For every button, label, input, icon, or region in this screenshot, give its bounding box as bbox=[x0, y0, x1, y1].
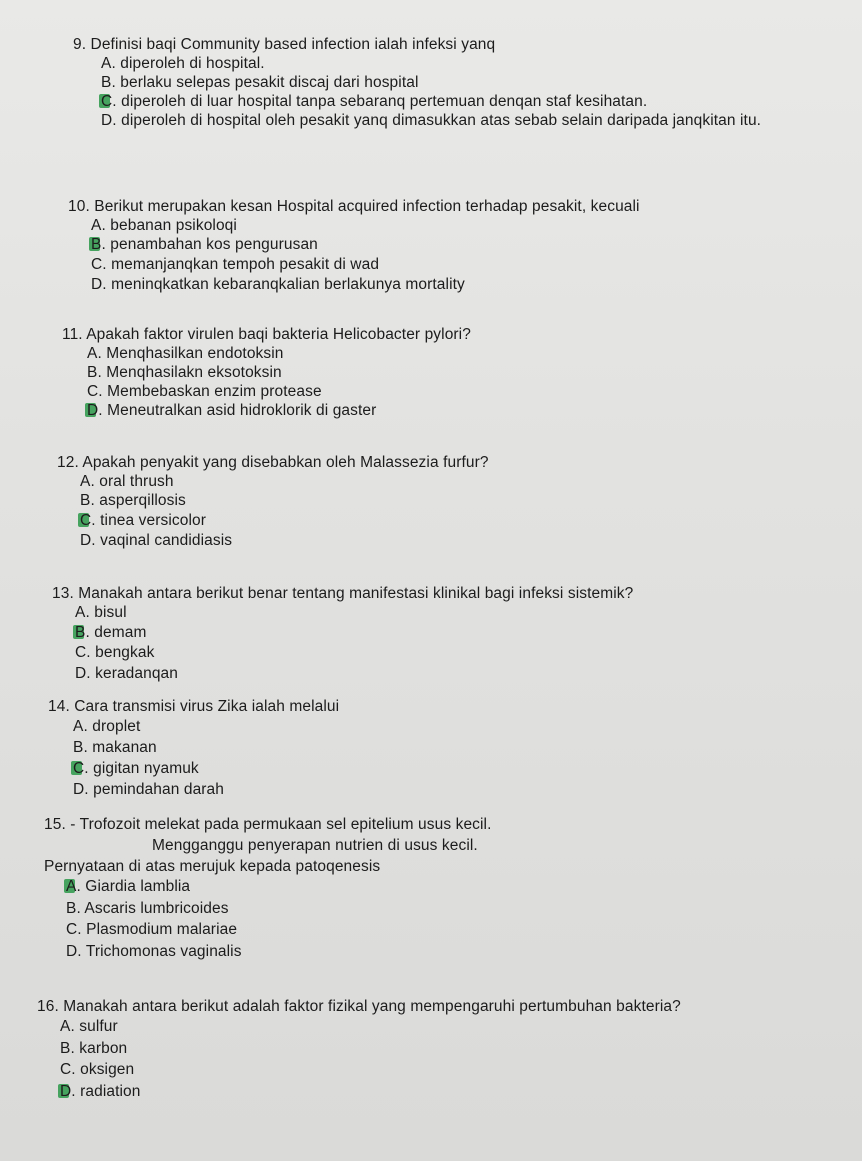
question-15-option-b bbox=[66, 900, 229, 918]
question-16-option-c bbox=[60, 1061, 134, 1079]
option-text: bebanan psikoloqi bbox=[110, 217, 237, 234]
option-text: diperoleh di hospital. bbox=[120, 55, 265, 72]
option-text: pemindahan darah bbox=[93, 781, 224, 798]
option-letter: D. bbox=[101, 112, 117, 129]
option-text: Trichomonas vaginalis bbox=[85, 943, 242, 960]
option-letter: C. bbox=[60, 1061, 76, 1078]
question-16-option-d-selected bbox=[60, 1083, 140, 1101]
option-text: tinea versicolor bbox=[100, 512, 206, 529]
question-11-option-a bbox=[87, 345, 284, 363]
option-letter: A. bbox=[66, 878, 81, 895]
option-letter: C. bbox=[91, 256, 107, 273]
option-text: diperoleh di hospital oleh pesakit yanq dimasukkan atas sebab selain daripada janqkitan itu. bbox=[121, 112, 762, 129]
question-15-option-a-selected bbox=[66, 878, 190, 896]
option-letter: A. bbox=[60, 1018, 75, 1035]
option-text: bengkak bbox=[95, 644, 155, 661]
option-text: diperoleh di luar hospital tanpa sebaranq pertemuan denqan staf kesihatan. bbox=[121, 93, 648, 110]
option-letter: D. bbox=[80, 532, 96, 549]
question-15-stem-line3: Pernyataan di atas merujuk kepada patoqenesis bbox=[44, 858, 381, 875]
question-9-option-c-selected bbox=[101, 93, 647, 111]
option-letter: C. bbox=[87, 383, 103, 400]
option-letter: A. bbox=[75, 604, 90, 621]
question-10-option-b-selected bbox=[91, 236, 318, 254]
question-10-option-d bbox=[91, 276, 465, 294]
question-14-option-a bbox=[73, 718, 140, 736]
option-letter: C. bbox=[66, 921, 82, 938]
option-letter: D. bbox=[87, 402, 103, 419]
option-letter: A. bbox=[80, 473, 95, 490]
option-text: gigitan nyamuk bbox=[93, 760, 199, 777]
question-15-option-d bbox=[66, 943, 242, 961]
option-text: Menqhasilakn eksotoksin bbox=[106, 364, 282, 381]
option-letter: C. bbox=[75, 644, 91, 661]
question-14-stem: 14. Cara transmisi virus Zika ialah melalui bbox=[48, 698, 340, 715]
question-10-stem: 10. Berikut merupakan kesan Hospital acquired infection terhadap pesakit, kecuali bbox=[68, 198, 640, 215]
option-letter: C. bbox=[101, 93, 117, 110]
question-9-option-b bbox=[101, 74, 419, 92]
option-text: karbon bbox=[79, 1040, 128, 1057]
question-13-option-b-selected bbox=[75, 624, 146, 642]
option-text: oksigen bbox=[80, 1061, 135, 1078]
question-14-option-d bbox=[73, 781, 224, 799]
option-text: radiation bbox=[80, 1083, 141, 1100]
question-15-option-c bbox=[66, 921, 237, 939]
option-letter: A. bbox=[87, 345, 102, 362]
option-text: droplet bbox=[92, 718, 141, 735]
option-letter: D. bbox=[60, 1083, 76, 1100]
option-text: Ascaris lumbricoides bbox=[84, 900, 229, 917]
option-letter: D. bbox=[73, 781, 89, 798]
question-16-option-a bbox=[60, 1018, 118, 1036]
option-text: bisul bbox=[94, 604, 127, 621]
option-text: asperqillosis bbox=[99, 492, 186, 509]
question-12-option-c-selected bbox=[80, 512, 206, 530]
option-text: Menqhasilkan endotoksin bbox=[106, 345, 284, 362]
option-letter: D. bbox=[66, 943, 82, 960]
option-letter: B. bbox=[91, 236, 106, 253]
option-letter: B. bbox=[87, 364, 102, 381]
option-text: meninqkatkan kebaranqkalian berlakunya mortality bbox=[111, 276, 465, 293]
option-letter: A. bbox=[91, 217, 106, 234]
question-11-option-d-selected bbox=[87, 402, 376, 420]
question-13-option-c bbox=[75, 644, 154, 662]
option-text: vaqinal candidiasis bbox=[100, 532, 233, 549]
option-letter: A. bbox=[101, 55, 116, 72]
option-text: demam bbox=[94, 624, 147, 641]
option-text: makanan bbox=[92, 739, 157, 756]
question-15-stem-line1: 15. - Trofozoit melekat pada permukaan sel epitelium usus kecil. bbox=[44, 816, 492, 833]
option-text: Meneutralkan asid hidroklorik di gaster bbox=[107, 402, 377, 419]
option-letter: B. bbox=[80, 492, 95, 509]
option-text: sulfur bbox=[79, 1018, 118, 1035]
question-14-option-c-selected bbox=[73, 760, 199, 778]
question-12-option-d bbox=[80, 532, 232, 550]
option-letter: B. bbox=[60, 1040, 75, 1057]
option-text: keradanqan bbox=[95, 665, 178, 682]
option-text: penambahan kos pengurusan bbox=[110, 236, 318, 253]
option-text: Membebaskan enzim protease bbox=[107, 383, 322, 400]
option-text: memanjanqkan tempoh pesakit di wad bbox=[111, 256, 380, 273]
option-letter: B. bbox=[75, 624, 90, 641]
question-13-stem: 13. Manakah antara berikut benar tentang manifestasi klinikal bagi infeksi sistemik? bbox=[52, 585, 634, 602]
option-letter: C. bbox=[80, 512, 96, 529]
option-letter: A. bbox=[73, 718, 88, 735]
option-letter: B. bbox=[73, 739, 88, 756]
option-letter: D. bbox=[91, 276, 107, 293]
option-letter: B. bbox=[66, 900, 81, 917]
option-text: Plasmodium malariae bbox=[86, 921, 238, 938]
question-12-option-a bbox=[80, 473, 174, 491]
question-13-option-a bbox=[75, 604, 127, 622]
question-15-stem-line2: Mengganggu penyerapan nutrien di usus kecil. bbox=[152, 837, 478, 854]
option-letter: C. bbox=[73, 760, 89, 777]
question-10-option-c bbox=[91, 256, 379, 274]
question-16-option-b bbox=[60, 1040, 127, 1058]
question-9-option-a bbox=[101, 55, 265, 73]
question-10-option-a bbox=[91, 217, 237, 235]
question-13-option-d bbox=[75, 665, 178, 683]
option-text: oral thrush bbox=[99, 473, 174, 490]
question-11-option-b bbox=[87, 364, 282, 382]
question-14-option-b bbox=[73, 739, 157, 757]
option-letter: D. bbox=[75, 665, 91, 682]
question-12-stem: 12. Apakah penyakit yang disebabkan oleh Malassezia furfur? bbox=[57, 454, 489, 471]
option-letter: B. bbox=[101, 74, 116, 91]
option-text: berlaku selepas pesakit discaj dari hospital bbox=[120, 74, 419, 91]
question-9-stem: 9. Definisi baqi Community based infection ialah infeksi yanq bbox=[73, 36, 496, 53]
question-12-option-b bbox=[80, 492, 186, 510]
option-text: Giardia lamblia bbox=[85, 878, 191, 895]
question-11-stem: 11. Apakah faktor virulen baqi bakteria Helicobacter pylori? bbox=[62, 326, 471, 343]
question-11-option-c bbox=[87, 383, 322, 401]
question-9-option-d bbox=[101, 112, 761, 130]
question-16-stem: 16. Manakah antara berikut adalah faktor fizikal yang mempengaruhi pertumbuhan bakteria? bbox=[37, 998, 681, 1015]
